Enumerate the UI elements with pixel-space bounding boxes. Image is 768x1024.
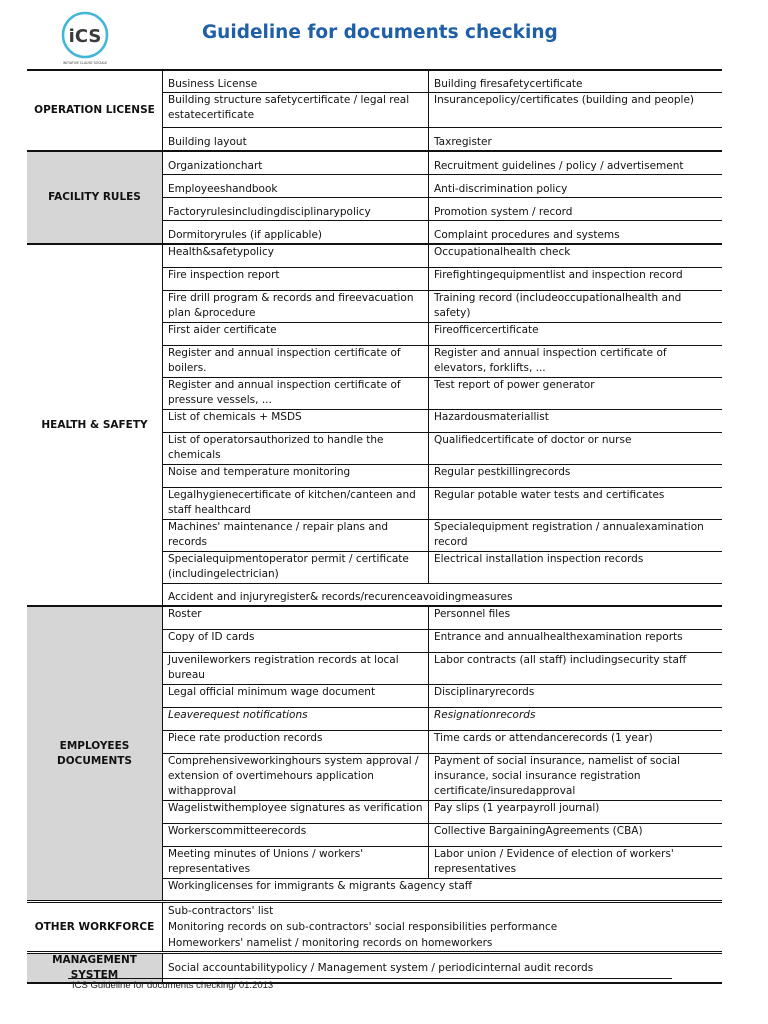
ics-logo xyxy=(58,10,112,64)
document-item: Recruitment guidelines / policy / advertisement xyxy=(434,160,684,172)
document-item: Comprehensiveworkinghours system approval / extension of overtimehours application withapproval xyxy=(163,754,429,800)
document-item: Qualifiedcertificate of doctor or nurse xyxy=(434,434,632,446)
category-label: MANAGEMENT SYSTEM xyxy=(27,954,163,982)
document-item: Noise and temperature monitoring xyxy=(163,465,429,487)
document-item: Resignationrecords xyxy=(434,709,536,721)
document-item: Disciplinaryrecords xyxy=(434,686,535,698)
document-item: Regular potable water tests and certificates xyxy=(434,489,665,501)
document-item: Juvenileworkers registration records at local bureau xyxy=(163,653,429,684)
document-item: Collective BargainingAgreements (CBA) xyxy=(434,825,643,837)
document-item: Electrical installation inspection records xyxy=(434,553,644,565)
document-item: Anti-discrimination policy xyxy=(434,183,568,195)
logo-text: iCS xyxy=(68,26,102,47)
category-label: HEALTH & SAFETY xyxy=(27,245,163,605)
table-row xyxy=(163,551,722,583)
category-label: FACILITY RULES xyxy=(27,152,163,243)
document-item: Homeworkers' namelist / monitoring records on homeworkers xyxy=(168,937,493,949)
table-row xyxy=(163,464,722,487)
table-row xyxy=(163,197,722,220)
document-item: List of chemicals + MSDS xyxy=(163,410,429,432)
document-item: Specialequipmentoperator permit / certificate (includingelectrician) xyxy=(163,552,429,583)
document-item: First aider certificate xyxy=(163,323,429,345)
document-item: Payment of social insurance, namelist of social insurance, social insurance registration certificate/insuredapproval xyxy=(434,755,680,797)
table-row xyxy=(163,707,722,730)
category-label: OTHER WORKFORCE xyxy=(27,903,163,951)
document-item: Copy of ID cards xyxy=(163,630,429,652)
document-item: Monitoring records on sub-contractors' social responsibilities performance xyxy=(168,921,558,933)
document-item: Labor contracts (all staff) includingsecurity staff xyxy=(434,654,687,666)
table-row xyxy=(163,127,722,150)
document-item: Employeeshandbook xyxy=(163,175,429,197)
section-other-workforce xyxy=(27,900,722,951)
table-row xyxy=(163,174,722,197)
document-item: Social accountabilitypolicy / Management system / periodicinternal audit records xyxy=(168,962,594,974)
table-row xyxy=(163,409,722,432)
table-row xyxy=(163,152,722,174)
logo-tagline: INITIATIVE CLAUSE SOCIALE xyxy=(62,61,108,65)
document-item: Meeting minutes of Unions / workers' representatives xyxy=(163,847,429,878)
document-item: Firefightingequipmentlist and inspection record xyxy=(434,269,683,281)
footer-divider xyxy=(68,978,672,979)
table-row xyxy=(163,290,722,322)
document-item: Organizationchart xyxy=(163,152,429,174)
document-item: Personnel files xyxy=(434,608,511,620)
document-item: Hazardousmateriallist xyxy=(434,411,549,423)
table-row xyxy=(163,823,722,846)
table-row xyxy=(163,220,722,243)
table-row xyxy=(163,71,722,92)
table-row xyxy=(163,583,722,605)
document-item: List of operatorsauthorized to handle the chemicals xyxy=(163,433,429,464)
document-item: Register and annual inspection certificate of pressure vessels, ... xyxy=(163,378,429,409)
document-item: Machines' maintenance / repair plans and records xyxy=(163,520,429,551)
document-item: Sub-contractors' list xyxy=(168,905,274,917)
table-row xyxy=(163,92,722,127)
section-employees-documents xyxy=(27,605,722,900)
document-item: Entrance and annualhealthexamination reports xyxy=(434,631,683,643)
table-row xyxy=(163,684,722,707)
document-item: Factoryrulesincludingdisciplinarypolicy xyxy=(163,198,429,220)
table-row xyxy=(163,487,722,519)
document-item: Fire drill program & records and fireevacuation plan &procedure xyxy=(163,291,429,322)
document-item: Building firesafetycertificate xyxy=(434,78,583,90)
document-item: Time cards or attendancerecords (1 year) xyxy=(434,732,653,744)
document-item: Workinglicenses for immigrants & migrants &agency staff xyxy=(168,880,472,892)
document-item: Legalhygienecertificate of kitchen/canteen and staff healthcard xyxy=(163,488,429,519)
table-row xyxy=(163,267,722,290)
document-item: Fireofficercertificate xyxy=(434,324,539,336)
table-row xyxy=(163,846,722,878)
table-row xyxy=(163,800,722,823)
document-item: Roster xyxy=(163,607,429,629)
document-item: Wagelistwithemployee signatures as verification xyxy=(163,801,429,823)
document-item: Training record (includeoccupationalhealth and safety) xyxy=(434,292,682,319)
document-item: Test report of power generator xyxy=(434,379,595,391)
document-item: Occupationalhealth check xyxy=(434,246,571,258)
document-item: Specialequipment registration / annualexamination record xyxy=(434,521,704,548)
table-row xyxy=(163,652,722,684)
document-item: Accident and injuryregister& records/recurenceavoidingmeasures xyxy=(168,591,513,603)
document-item: Promotion system / record xyxy=(434,206,573,218)
section-operation-license xyxy=(27,69,722,150)
document-item: Leaverequest notifications xyxy=(163,708,429,730)
table-row xyxy=(163,432,722,464)
document-item: Legal official minimum wage document xyxy=(163,685,429,707)
document-item: Piece rate production records xyxy=(163,731,429,753)
table-row xyxy=(163,345,722,377)
table-row xyxy=(163,245,722,267)
page-title: Guideline for documents checking xyxy=(202,22,558,43)
page-footer: ICS Guideline for documents checking/ 01.2013 xyxy=(72,980,274,991)
document-item: Fire inspection report xyxy=(163,268,429,290)
document-item: Building structure safetycertificate / legal real estatecertificate xyxy=(163,93,429,127)
document-item: Health&safetypolicy xyxy=(163,245,429,267)
document-item: Register and annual inspection certificate of elevators, forklifts, ... xyxy=(434,347,667,374)
section-health-safety xyxy=(27,243,722,605)
table-row xyxy=(163,753,722,800)
table-row xyxy=(163,322,722,345)
section-facility-rules xyxy=(27,150,722,243)
category-label: EMPLOYEES DOCUMENTS xyxy=(27,607,163,900)
document-item: Register and annual inspection certificate of boilers. xyxy=(163,346,429,377)
document-item: Complaint procedures and systems xyxy=(434,229,620,241)
checklist-table xyxy=(27,69,722,984)
document-item: Taxregister xyxy=(434,136,492,148)
document-item: Regular pestkillingrecords xyxy=(434,466,571,478)
document-item: Workerscommitteerecords xyxy=(163,824,429,846)
table-row xyxy=(163,730,722,753)
category-label: OPERATION LICENSE xyxy=(27,71,163,150)
document-item: Insurancepolicy/certificates (building and people) xyxy=(434,94,695,106)
document-item: Business License xyxy=(163,71,429,92)
document-item: Labor union / Evidence of election of workers' representatives xyxy=(434,848,674,875)
table-row xyxy=(163,878,722,900)
document-item: Building layout xyxy=(163,128,429,150)
table-row xyxy=(163,377,722,409)
document-item: Dormitoryrules (if applicable) xyxy=(163,221,429,243)
document-item: Pay slips (1 yearpayroll journal) xyxy=(434,802,600,814)
table-row xyxy=(163,629,722,652)
table-row xyxy=(163,607,722,629)
table-row xyxy=(163,519,722,551)
